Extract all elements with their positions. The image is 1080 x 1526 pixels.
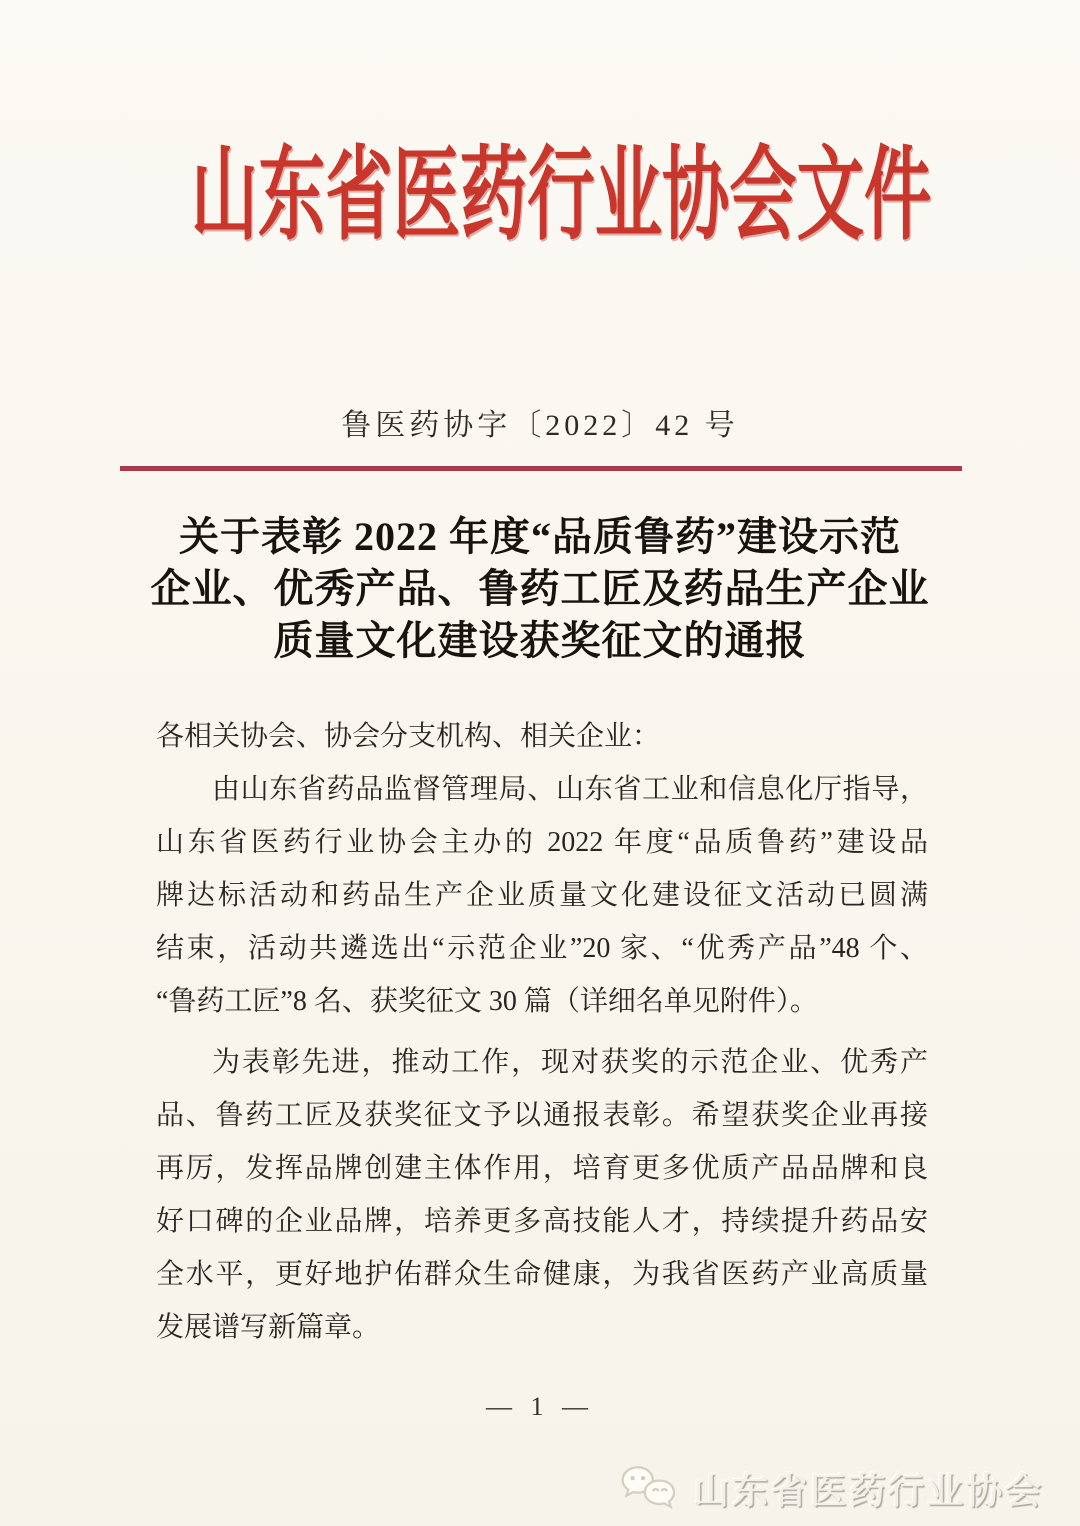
document-number: 鲁医药协字〔2022〕42 号 (341, 409, 739, 442)
wechat-logo-icon (617, 1462, 683, 1514)
document-body (156, 710, 928, 1354)
body-paragraphs (156, 763, 928, 1354)
paragraph-line: 品、鲁药工匠及获奖征文予以通报表彰。希望获奖企业再接 (156, 1100, 928, 1131)
paragraph-line: 山东省医药行业协会主办的 2022 年度“品质鲁药”建设品 (156, 827, 928, 858)
masthead-title (0, 138, 1080, 256)
paragraph-line: 由山东省药品监督管理局、山东省工业和信息化厅指导， (212, 774, 928, 805)
document-title-line: 企业、优秀产品、鲁药工匠及药品生产企业 (150, 566, 930, 611)
document-title-line: 关于表彰 2022 年度“品质鲁药”建设示范 (179, 514, 901, 559)
page-number: — 1 — (486, 1392, 594, 1421)
watermark-text: 山东省医药行业协会 (692, 1469, 1044, 1511)
document-title-line: 质量文化建设获奖征文的通报 (273, 618, 807, 663)
footer-watermark (617, 1462, 1044, 1514)
red-divider-rule (120, 466, 962, 471)
paragraph-line: “鲁药工匠”8 名、获奖征文 30 篇（详细名单见附件）。 (156, 986, 818, 1017)
paragraph-line: 结束，活动共遴选出“示范企业”20 家、“优秀产品”48 个、 (156, 933, 928, 964)
paragraph-line: 牌达标活动和药品生产企业质量文化建设征文活动已圆满 (156, 880, 928, 911)
paragraph-line: 发展谱写新篇章。 (156, 1312, 381, 1343)
paragraph (156, 763, 928, 1028)
paragraph-line: 好口碑的企业品牌，培养更多高技能人才，持续提升药品安 (156, 1206, 928, 1237)
paragraph-line: 为表彰先进，推动工作，现对获奖的示范企业、优秀产 (212, 1047, 928, 1078)
paragraph (156, 1036, 928, 1354)
salutation-line: 各相关协会、协会分支机构、相关企业： (156, 721, 661, 752)
masthead-title-text: 山东省医药行业协会文件 (190, 140, 932, 253)
paragraph-line: 再厉，发挥品牌创建主体作用，培育更多优质产品品牌和良 (156, 1153, 928, 1184)
document-title (100, 511, 980, 667)
paragraph-line: 全水平，更好地护佑群众生命健康，为我省医药产业高质量 (156, 1259, 928, 1290)
